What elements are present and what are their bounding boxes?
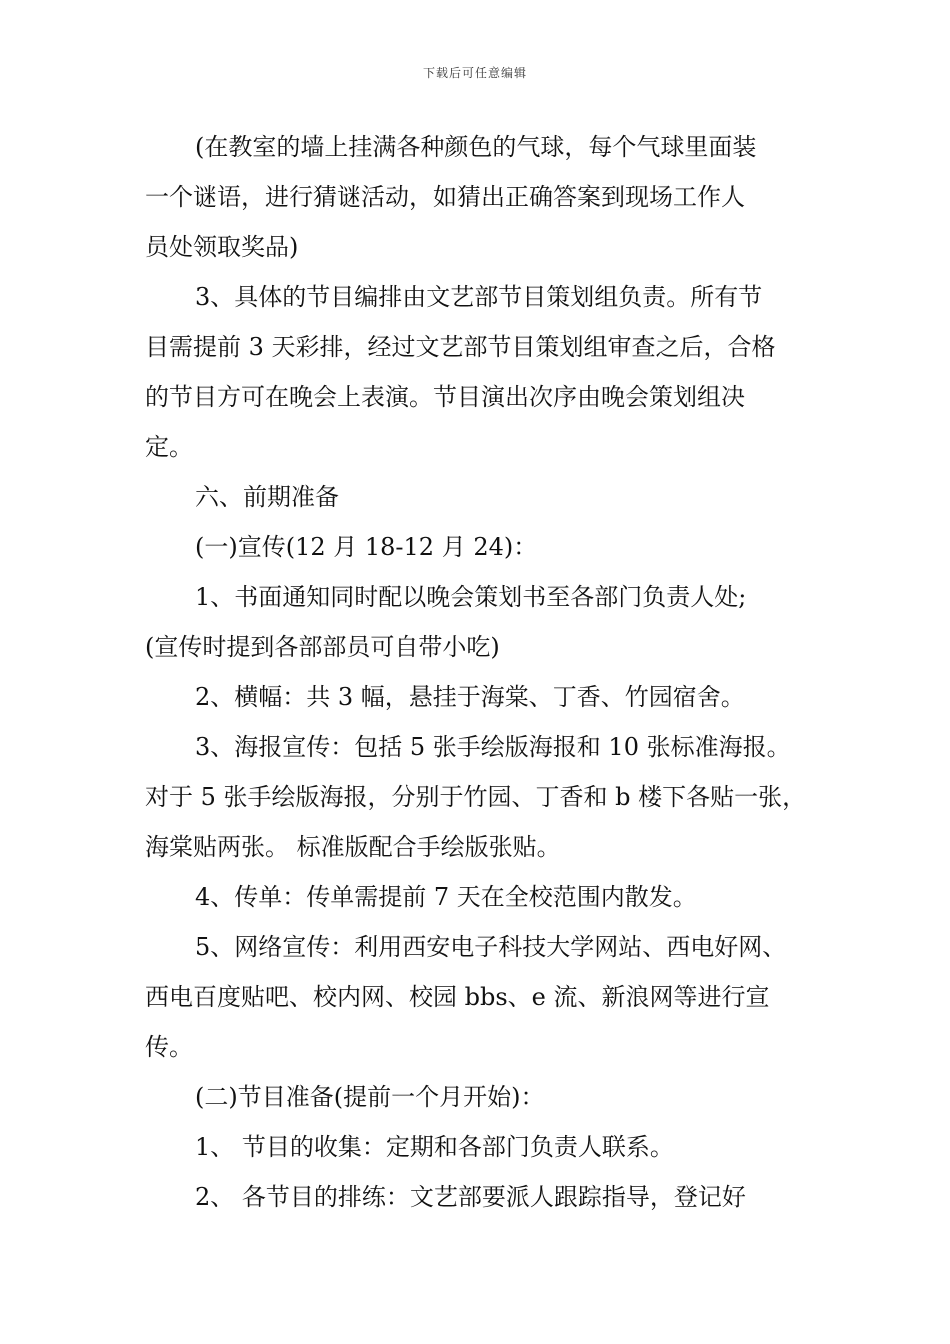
text-line: 目需提前 3 天彩排，经过文艺部节目策划组审查之后，合格: [145, 333, 776, 361]
text-line: 员处领取奖品): [145, 233, 299, 261]
document-body: [145, 122, 835, 1222]
text-line: 的节目方可在晚会上表演。节目演出次序由晚会策划组决: [145, 383, 745, 411]
page-header: 下载后可任意编辑: [422, 66, 527, 80]
subsection-heading: (一)宣传(12 月 18-12 月 24)：: [195, 533, 538, 561]
text-line: 5、网络宣传：利用西安电子科技大学网站、西电好网、: [195, 933, 787, 961]
section-heading: 六、前期准备: [195, 483, 339, 511]
text-line: 3、海报宣传：包括 5 张手绘版海报和 10 张标准海报。: [195, 733, 791, 761]
text-line: 海棠贴两张。 标准版配合手绘版张贴。: [145, 833, 561, 861]
text-line: 4、传单：传单需提前 7 天在全校范围内散发。: [195, 883, 697, 911]
text-line: 2、横幅：共 3 幅，悬挂于海棠、丁香、竹园宿舍。: [195, 683, 745, 711]
text-line: 对于 5 张手绘版海报，分别于竹园、丁香和 b 楼下各贴一张，: [145, 783, 807, 811]
text-line: 3、具体的节目编排由文艺部节目策划组负责。所有节: [195, 283, 763, 311]
text-line: 1、 节目的收集：定期和各部门负责人联系。: [195, 1133, 674, 1161]
text-line: 1、书面通知同时配以晚会策划书至各部门负责人处;: [195, 583, 747, 611]
text-line: 定。: [145, 433, 193, 461]
text-line: (宣传时提到各部部员可自带小吃): [145, 633, 500, 661]
text-line: (在教室的墙上挂满各种颜色的气球，每个气球里面装: [195, 133, 757, 161]
text-line: 一个谜语，进行猜谜活动，如猜出正确答案到现场工作人: [145, 183, 745, 211]
subsection-heading: (二)节目准备(提前一个月开始)：: [195, 1083, 545, 1111]
text-line: 西电百度贴吧、校内网、校园 bbs、e 流、新浪网等进行宣: [145, 983, 770, 1011]
text-line: 传。: [145, 1033, 193, 1061]
text-line: 2、 各节目的排练：文艺部要派人跟踪指导，登记好: [195, 1183, 746, 1211]
